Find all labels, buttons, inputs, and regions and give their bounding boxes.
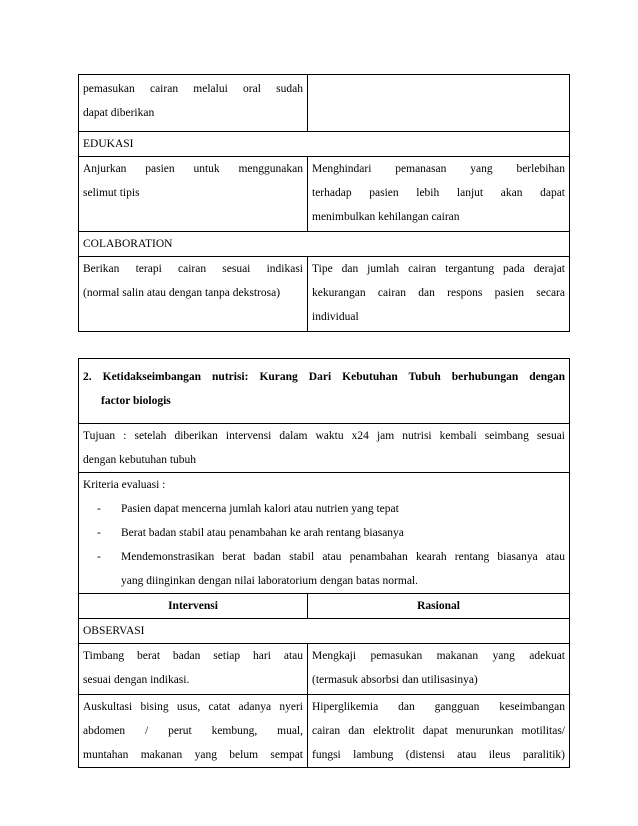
criteria-line: Mendemonstrasikan berat badan stabil atau penambahan kearah rentang biasanya atau xyxy=(121,551,566,563)
diagnosis-title-line: factor biologis xyxy=(101,395,171,407)
criteria-text xyxy=(121,545,565,593)
column-header-rasional: Rasional xyxy=(308,594,570,619)
cell-line: cairan dan elektrolit dapat menurunkan motilitas/ xyxy=(312,725,566,737)
cell-line: Tipe dan jumlah cairan tergantung pada derajat xyxy=(312,263,565,275)
intervention-cell xyxy=(79,644,308,695)
criteria-item xyxy=(83,521,565,545)
section-label-colaboration: COLABORATION xyxy=(79,232,570,257)
goal-line: Tujuan : setelah diberikan intervensi dalam waktu x24 jam nutrisi kembali seimbang sesuai xyxy=(83,430,566,442)
criteria-bullet: - xyxy=(97,551,101,563)
column-header-intervensi: Intervensi xyxy=(79,594,308,619)
cell-line: dapat diberikan xyxy=(83,107,155,119)
criteria-row xyxy=(79,473,570,594)
diagnosis-title xyxy=(79,359,570,424)
table-row xyxy=(79,257,570,332)
care-plan-table-fluid xyxy=(78,74,570,332)
intervention-cell xyxy=(79,75,308,132)
section-label-observasi: OBSERVASI xyxy=(79,619,570,644)
rationale-cell xyxy=(308,695,570,768)
cell-line: selimut tipis xyxy=(83,187,140,199)
cell-line: Berikan terapi cairan sesuai indikasi xyxy=(83,263,303,275)
diagnosis-row xyxy=(79,359,570,424)
cell-line: pemasukan cairan melalui oral sudah xyxy=(83,83,303,95)
cell-line: sesuai dengan indikasi. xyxy=(83,674,190,686)
cell-line: menimbulkan kehilangan cairan xyxy=(312,211,460,223)
cell-line: individual xyxy=(312,311,359,323)
cell-line: Anjurkan pasien untuk menggunakan xyxy=(83,163,303,175)
table-row xyxy=(79,75,570,132)
cell-line: Timbang berat badan setiap hari atau xyxy=(83,650,303,662)
cell-line: terhadap pasien lebih lanjut akan dapat xyxy=(312,187,565,199)
goal-line: dengan kebutuhan tubuh xyxy=(83,454,197,466)
table-row xyxy=(79,695,570,768)
cell-line: kekurangan cairan dan respons pasien secara xyxy=(312,287,565,299)
section-label-edukasi: EDUKASI xyxy=(79,132,570,157)
section-row xyxy=(79,232,570,257)
rationale-cell xyxy=(308,644,570,695)
rationale-cell xyxy=(308,257,570,332)
table-row xyxy=(79,157,570,232)
cell-line: Menghindari pemanasan yang berlebihan xyxy=(312,163,565,175)
criteria-label: Kriteria evaluasi : xyxy=(83,479,166,491)
criteria-bullet: - xyxy=(97,503,101,515)
criteria-text: Pasien dapat mencerna jumlah kalori atau nutrien yang tepat xyxy=(121,503,399,515)
criteria-text: Berat badan stabil atau penambahan ke arah rentang biasanya xyxy=(121,527,404,539)
criteria-item xyxy=(83,545,565,593)
header-row xyxy=(79,594,570,619)
rationale-cell xyxy=(308,157,570,232)
care-plan-table-nutrition xyxy=(78,358,570,768)
criteria-item xyxy=(83,497,565,521)
criteria-cell xyxy=(79,473,570,594)
cell-line: (normal salin atau dengan tanpa dekstrosa) xyxy=(83,287,281,299)
goal-cell xyxy=(79,424,570,473)
cell-line: Mengkaji pemasukan makanan yang adekuat xyxy=(312,650,566,662)
criteria-line: yang diinginkan dengan nilai laboratorium dengan batas normal. xyxy=(121,575,419,587)
cell-line: Auskultasi bising usus, catat adanya nyeri xyxy=(83,701,303,713)
cell-line: muntahan makanan yang belum sempat xyxy=(83,749,303,761)
cell-line: Hiperglikemia dan gangguan keseimbangan xyxy=(312,701,566,713)
cell-line: (termasuk absorbsi dan utilisasinya) xyxy=(312,674,478,686)
diagnosis-title-line: 2. Ketidakseimbangan nutrisi: Kurang Dari Kebutuhan Tubuh berhubungan dengan xyxy=(83,371,566,383)
section-row xyxy=(79,619,570,644)
rationale-cell xyxy=(308,75,570,132)
intervention-cell xyxy=(79,257,308,332)
intervention-cell xyxy=(79,157,308,232)
goal-row xyxy=(79,424,570,473)
section-row xyxy=(79,132,570,157)
intervention-cell xyxy=(79,695,308,768)
cell-line: abdomen / perut kembung, mual, xyxy=(83,725,303,737)
cell-line: fungsi lambung (distensi atau ileus paralitik) xyxy=(312,749,566,761)
table-row xyxy=(79,644,570,695)
criteria-bullet: - xyxy=(97,527,101,539)
